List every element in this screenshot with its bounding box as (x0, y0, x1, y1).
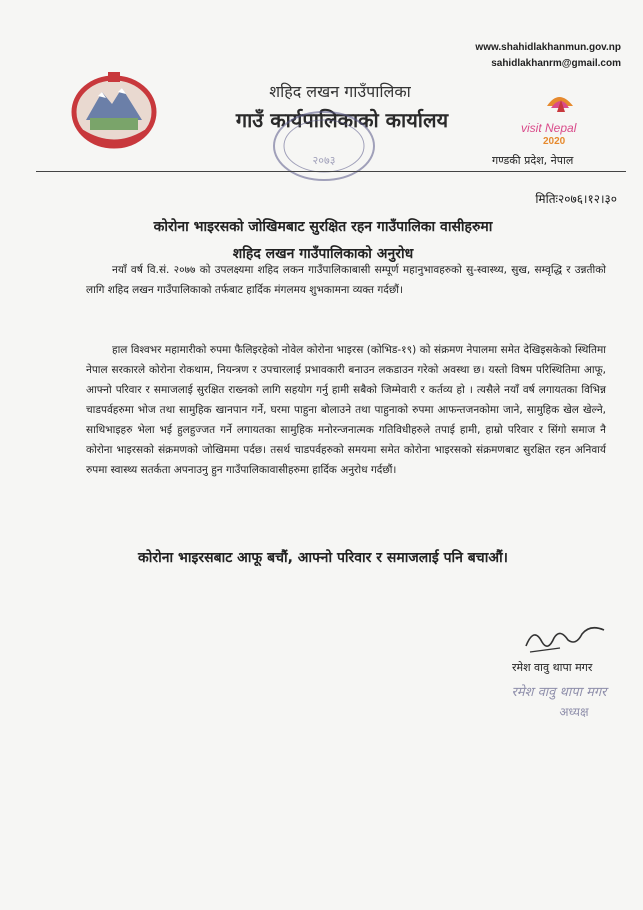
signatory-stamp-icon (504, 676, 614, 722)
visit-nepal-text: visit Nepal (521, 121, 577, 135)
contact-block (475, 40, 621, 72)
province-label: गण्डकी प्रदेश, नेपाल (492, 154, 574, 167)
subject-line-1: कोरोना भाइरसको जोखिमबाट सुरक्षित रहन गाउँपालिका वासीहरुमा (153, 219, 493, 235)
handwritten-signature-icon (520, 616, 610, 658)
paragraph-appeal: हाल विश्वभर महामारीको रुपमा फैलिइरहेको नोवेल कोरोना भाइरस (कोभिड-१९) को संक्रमण नेपालमा समेत देखिइसकेको स्थितिमा नेपाल सरकारले कोरोना रोकथाम, नियन्त्रण र उपचारलाई प्रभावकारी बनाउन लकडाउन गरेको अवस्था छ। यस्तो विषम परिस्थितिमा आफू, आफ्नो परिवार र समाजलाई सुरक्षित राख्नको लागि सहयोग गर्नु हामी सबैको जिम्मेवारी र कर्तव्य हो । त्यसैले नयाँ वर्ष लगायतका विभिन्न चाडपर्वहरुमा भोज तथा सामुहिक खानपान गर्ने, घरमा पाहुना बोलाउने तथा पाहुनाको रुपमा आफन्तजनकोमा जाने, सामुहिक खेल खेल्ने, साथिभाइहरु भेला भई हुलहुज्जत गर्ने लगायतका सामुहिक मनोरन्जनात्मक गतिविधीहरुले तपाई हामी, हाम्रो परिवार र सिंगो समाज नै कोरोना भाइरसको संक्रमणको जोखिममा पर्दछ। तसर्थ चाडपर्वहरुको समयमा समेत कोरोना भाइरसको संक्रमणबाट सुरक्षित रहन अनिवार्य रुपमा स्वास्थ्य सतर्कता अपनाउनु हुन गाउँपालिकावासीहरुमा हार्दिक अनुरोध गर्दछौं। (86, 344, 606, 476)
signatory-name: रमेश वावु थापा मगर (512, 661, 593, 674)
signatory-title: अध्यक्ष (559, 705, 589, 719)
subject-line-2: शहिद लखन गाउँपालिकाको अनुरोध (232, 246, 414, 262)
stamp-year: २०७३ (312, 154, 336, 167)
office-stamp-icon (268, 104, 380, 188)
header-divider (36, 171, 626, 172)
visit-nepal-logo-icon (517, 86, 603, 152)
visit-nepal-year: 2020 (543, 136, 566, 147)
office-title: गाउँ कार्यपालिकाको कार्यालय (235, 108, 449, 132)
slogan: कोरोना भाइरसबाट आफू बचौं, आफ्नो परिवार र समाजलाई पनि बचाऔं। (138, 550, 508, 566)
letter-date: मितिः२०७६।१२।३० (535, 192, 617, 206)
nepal-emblem-icon (68, 68, 160, 150)
website-link[interactable]: www.shahidlakhanmun.gov.np (475, 42, 621, 53)
office-subtitle: शहिद लखन गाउँपालिका (269, 82, 411, 101)
email-link[interactable]: sahidlakhanrm@gmail.com (491, 58, 621, 69)
stamp-signatory-name: रमेश वावु थापा मगर (511, 685, 607, 700)
paragraph-greeting: नयाँ वर्ष वि.सं. २०७७ को उपलक्ष्यमा शहिद लकन गाउँपालिकाबासी सम्पूर्ण महानुभावहरुको सु-स्वास्थ्य, सुख, सम्वृद्धि र उन्नतीको लागि शहिद लखन गाउँपालिकाको तर्फबाट हार्दिक मंगलमय शुभकामना व्यक्त गर्दछौं। (86, 264, 606, 296)
